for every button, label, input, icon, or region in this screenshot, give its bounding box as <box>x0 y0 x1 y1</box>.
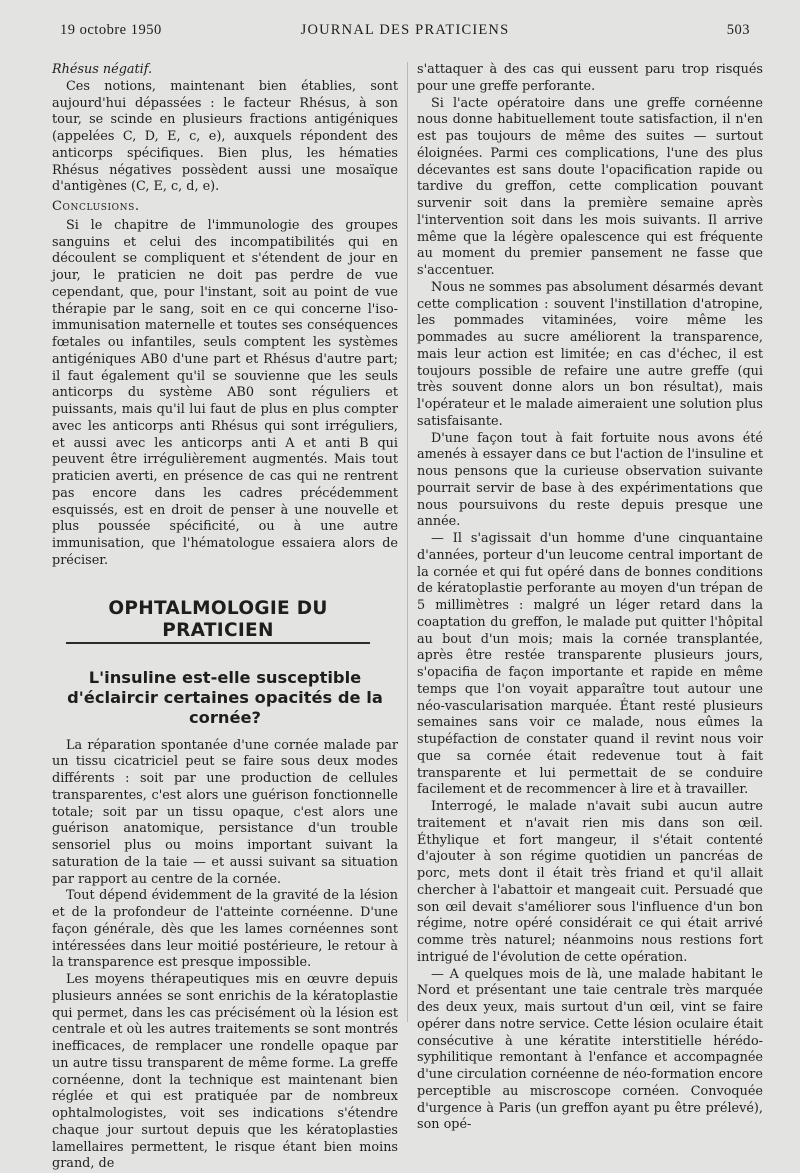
paragraph: — Il s'agissait d'un homme d'une cinquantaine d'années, porteur d'un leucome central important de la cornée et qui fut opéré dans de bonnes conditions de kératoplastie perforante au moyen d'un trépan de 5 millimètres : malgré un léger retard dans la coaptation du greffon, le malade put quitter l'hôpital au bout d'un mois; mais la cornée transplantée, après être restée transparente plusieurs jours, s'opacifia de façon importante et rapide en même temps que l'on voyait apparaître tout autour une néo-vascularisation marquée. Étant resté plusieurs semaines sans voir ce malade, nous eûmes la stupéfaction de constater quand il revint nous voir que sa cornée était redevenue tout à fait transparente et lui permettait de se conduire facilement et de recommencer à lire et à travailler. <box>417 531 763 798</box>
paragraph: — A quelques mois de là, une malade habitant le Nord et présentant une taie centrale très marquée des deux yeux, mais surtout d'un œil, vint se faire opérer dans notre service. Cette lésion oculaire était consécutive à une kératite interstitielle hérédo-syphilitique remontant à l'enfance et accompagnée d'une circulation cornéenne de néo-formation encore perceptible au miscroscope cornéen. Convoquée d'urgence à Paris (un greffon ayant pu être prélevé), son opé- <box>417 966 763 1133</box>
paragraph: Nous ne sommes pas absolument désarmés devant cette complication : souvent l'instillation d'atropine, les pommades vitaminées, voire même les pommades au sucre améliorent la transparence, mais leur action est limitée; en cas d'échec, il est toujours possible de refaire une autre greffe (qui très souvent donne alors un bon résultat), mais l'opérateur et le malade aimeraient une solution plus satisfaisante. <box>417 279 763 429</box>
column-rule <box>407 62 408 1022</box>
paragraph: Ces notions, maintenant bien établies, sont aujourd'hui dépassées : le facteur Rhésus, à son tour, se scinde en plusieurs fractions antigéniques (appelées C, D, E, c, e), auxquels répondent des anticorps spécifiques. Bien plus, les hématies Rhésus négatives possèdent aussi une mosaïque d'antigènes (C, E, c, d, e). <box>52 78 398 195</box>
paragraph: Tout dépend évidemment de la gravité de la lésion et de la profondeur de l'atteinte cornéenne. D'une façon générale, dès que les lames cornéennes sont intéressées dans leur moitié postérieure, le retour à la transparence est presque impossible. <box>52 888 398 971</box>
rhesus-heading: Rhésus négatif. <box>52 62 153 77</box>
paragraph: La réparation spontanée d'une cornée malade par un tissu cicatriciel peut se faire sous deux modes différents : soit par une production de cellules transparentes, c'est alors une guérison fonctionnelle totale; soit par un tissu opaque, c'est alors une guérison anatomique, persistance d'un trouble sensoriel plus ou moins important suivant la saturation de la taie — et aussi suivant sa situation par rapport au centre de la cornée. <box>52 737 398 887</box>
paragraph: Si le chapitre de l'immunologie des groupes sanguins et celui des incompatibilités qui en découlent se compliquent et s'étendent de jour en jour, le praticien ne doit pas perdre de vue cependant, que, pour l'instant, soit au point de vue thérapie par le sang, soit en ce qui concerne l'iso-immunisation maternelle et toutes ses conséquences fœtales ou infantiles, seuls comptent les systèmes antigéniques AB0 d'une part et Rhésus d'autre part; il faut également qu'il se souvienne que les seuls anticorps du système AB0 sont réguliers et puissants, mais qu'il lui faut de plus en plus compter avec les anticorps anti Rhésus qui sont irréguliers, et aussi avec les anticorps anti A et anti B qui peuvent être irrégulièrement augmentés. Mais tout praticien averti, en présence de cas qui ne rentrent pas encore dans les cadres précédemment esquissés, est en droit de penser à une nouvelle et plus poussée spécificité, ou à une autre immunisation, que l'hématologue essaiera alors de préciser. <box>52 217 398 568</box>
paragraph: Interrogé, le malade n'avait subi aucun autre traitement et n'avait rien mis dans son œil. Éthylique et fort mangeur, il s'était contenté d'ajouter à son régime quotidien un pancréas de porc, mets dont il était très friand et qu'il allait chercher à l'abattoir et mangeait cuit. Persuadé que son œil devait s'améliorer sous l'influence d'un bon régime, notre opéré considérait ce qui était arrivé comme très naturel; néanmoins nous restions fort intrigué de l'évolution de cette opération. <box>417 799 763 965</box>
page-number: 503 <box>726 22 750 38</box>
left-column <box>52 62 398 1172</box>
article-title: L'insuline est-elle susceptible d'éclaircir certaines opacités de la cornée? <box>67 667 383 727</box>
paragraph: s'attaquer à des cas qui eussent paru trop risqués pour une greffe perforante. <box>417 62 763 94</box>
journal-name: JOURNAL DES PRATICIENS <box>300 22 510 38</box>
section-title: OPHTALMOLOGIE DU PRATICIEN <box>66 598 370 644</box>
issue-date: 19 octobre 1950 <box>60 22 162 38</box>
right-column <box>417 62 763 1133</box>
paragraph: D'une façon tout à fait fortuite nous avons été amenés à essayer dans ce but l'action de l'insuline et nous pensons que la curieuse observation suivante pourrait servir de base à des expérimentations que nous poursuivons du reste depuis presque une année. <box>417 430 763 530</box>
paragraph: Si l'acte opératoire dans une greffe cornéenne nous donne habituellement toute satisfaction, il n'en est pas toujours de même des suites — surtout éloignées. Parmi ces complications, l'une des plus décevantes est sans doute l'opacification rapide ou tardive du greffon, cette complication pouvant survenir soit dans la première semaine après l'intervention soit dans les mois suivants. Il arrive même que la légère opalescence qui est fréquente au moment du premier pansement ne fasse que s'accentuer. <box>417 95 763 278</box>
conclusions-heading: Conclusions. <box>52 199 140 214</box>
paragraph: Les moyens thérapeutiques mis en œuvre depuis plusieurs années se sont enrichis de la kératoplastie qui permet, dans les cas précisément où la lésion est centrale et où les autres traitements se sont montrés inefficaces, de remplacer une rondelle opaque par un autre tissu transparent de même forme. La greffe cornéenne, dont la technique est maintenant bien réglée et qui est pratiquée par de nombreux ophtalmologistes, voit ses indications s'étendre chaque jour surtout depuis que les kératoplasties lamellaires permettent, le risque étant bien moins grand, de <box>52 972 398 1172</box>
running-head <box>60 22 750 42</box>
